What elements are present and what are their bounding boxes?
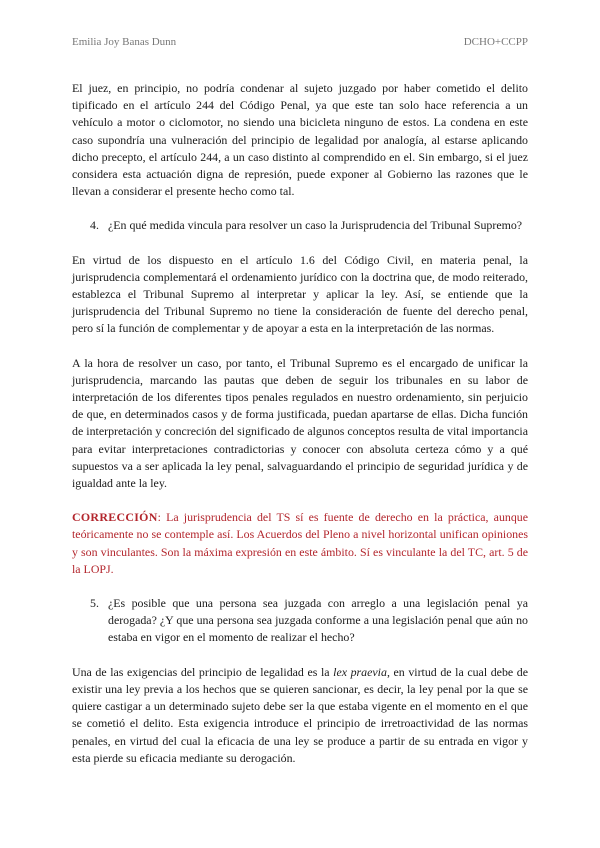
paragraph-supreme-court: A la hora de resolver un caso, por tanto, el Tribunal Supremo es el encargado de unificar la jurisprudencia, marcando las pautas que deben de seguir los tribunales en su labor de interpretación de los diferentes tipos penales regulados en nuestro ordenamiento, sin perjuicio de que, en determinados casos y de forma justificada, puedan apartarse de ellas. Dicha función de interpretación y concreción del significado de algunos conceptos resulta de vital importancia para evitar interpretaciones contradictorias y conocer con absoluta certeza cómo y a qué supuestos va a ser aplicada la ley penal, salvaguardando el principio de seguridad jurídica y de igualdad ante la ley.	[72, 355, 528, 491]
question-4-number: 4.	[90, 218, 99, 233]
paragraph-lex-praevia	[72, 664, 528, 767]
correction-text: : La jurisprudencia del TS sí es fuente de derecho en la práctica, aunque teóricamente no se contemple así. Los Acuerdos del Pleno a nivel horizontal unifican opiniones y son vinculantes. Son la máxima expresión en este ámbito. Sí es vinculante la del TC, art. 5 de la LOPJ.	[72, 510, 528, 576]
header-author: Emilia Joy Banas Dunn	[72, 36, 177, 48]
correction-note	[72, 509, 528, 578]
question-5	[72, 595, 528, 647]
question-5-text: ¿Es posible que una persona sea juzgada con arreglo a una legislación penal ya derogada? ¿Y que una persona sea juzgada conforme a una legislación penal que aún no estaba en vigor en el momento de realizar el hecho?	[108, 596, 528, 645]
page-header	[72, 36, 528, 48]
lex-praevia-before: Una de las exigencias del principio de legalidad es la	[72, 664, 334, 679]
header-course: DCHO+CCPP	[463, 36, 528, 48]
correction-label: CORRECCIÓN	[72, 510, 158, 525]
question-4-text: ¿En qué medida vincula para resolver un caso la Jurisprudencia del Tribunal Supremo?	[108, 218, 523, 233]
question-4	[72, 217, 528, 234]
question-5-number: 5.	[90, 596, 99, 611]
document-body	[72, 80, 528, 767]
lex-praevia-after: , en virtud de la cual debe de existir una ley previa a los hechos que se quieren sancionar, es decir, la ley penal por la que se quiere castigar a un determinado sujeto debe ser la que estaba vigente en el momento en el que se cometió el delito. Esta exigencia introduce el principio de irretroactividad de las normas penales, en virtud del cual la eficacia de una ley se produce a partir de su entrada en vigor y esta pierde su eficacia mediante su derogación.	[72, 664, 528, 765]
lex-praevia-term: lex praevia	[333, 664, 387, 679]
paragraph-judge: El juez, en principio, no podría condenar al sujeto juzgado por haber cometido el delito tipificado en el artículo 244 del Código Penal, ya que este tan solo hace referencia a un vehículo a motor o ciclomotor, no siendo una bicicleta ninguno de estos. La condena en este caso supondría una vulneración del principio de legalidad por analogía, al estarse aplicando dicho precepto, el artículo 244, a un caso distinto al comprendido en el. Sin embargo, si el juez considera esta actuación digna de represión, puede exponer al Gobierno las razones que le llevan a considerar el presente hecho como tal.	[72, 81, 528, 199]
paragraph-jurisprudence: En virtud de los dispuesto en el artículo 1.6 del Código Civil, en materia penal, la jurisprudencia complementará el ordenamiento jurídico con la doctrina que, de modo reiterado, establezca el Tribunal Supremo al interpretar y aplicar la ley. Así, se entiende que la jurisprudencia del Tribunal Supremo no tiene la consideración de fuente del derecho penal, pero sí la función de complementar y de apoyar a esta en la interpretación de las normas.	[72, 252, 528, 336]
